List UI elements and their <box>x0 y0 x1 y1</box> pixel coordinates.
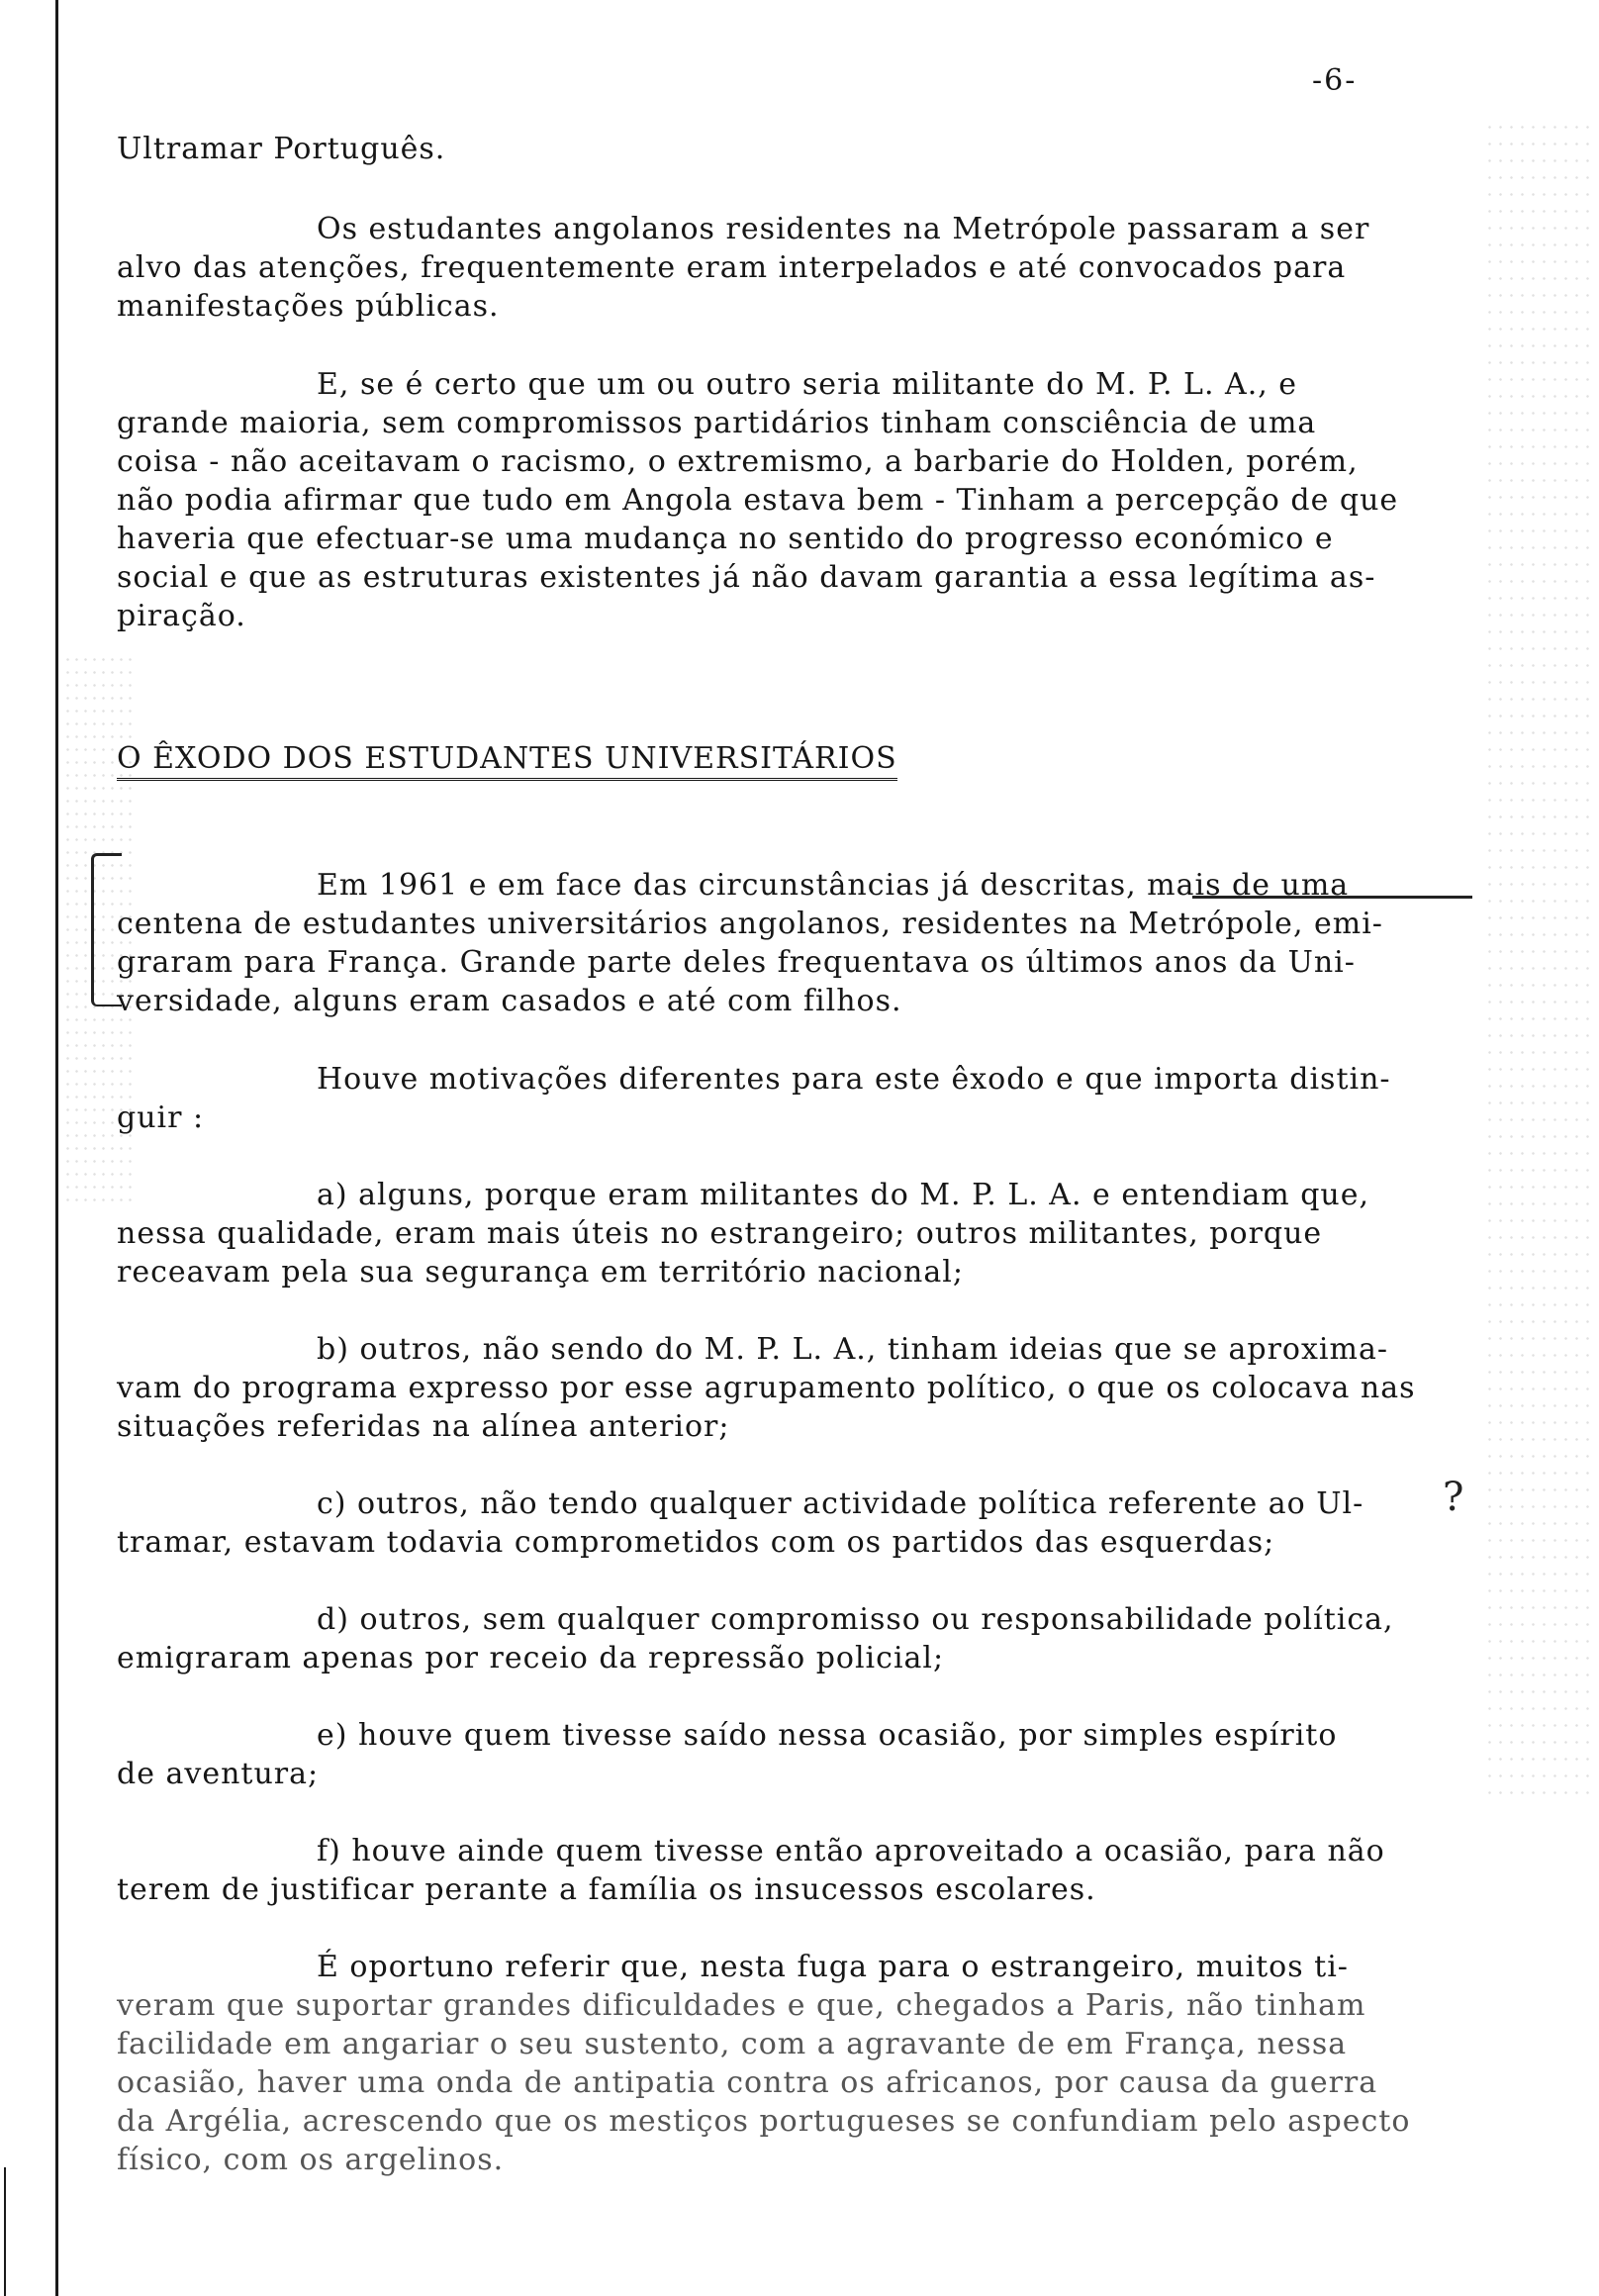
text-line: veram que suportar grandes dificuldades e que, chegados a Paris, não tinham <box>117 1988 1366 2023</box>
text-line: versidade, alguns eram casados e até com filhos. <box>117 984 902 1018</box>
text-line: receavam pela sua segurança em território nacional; <box>117 1255 964 1290</box>
text-line: vam do programa expresso por esse agrupamento político, o que os colocava nas <box>117 1371 1416 1405</box>
text-line: centena de estudantes universitários angolanos, residentes na Metrópole, emi- <box>117 907 1383 941</box>
text-line: emigraram apenas por receio da repressão policial; <box>117 1641 945 1675</box>
left-corner-edge <box>4 2167 6 2296</box>
text-line: ocasião, haver uma onda de antipatia contra os africanos, por causa da guerra <box>117 2065 1378 2100</box>
text-line: manifestações públicas. <box>117 289 500 324</box>
section-heading: O ÊXODO DOS ESTUDANTES UNIVERSITÁRIOS <box>117 741 897 781</box>
list-item-d: d) outros, sem qualquer compromisso ou responsabilidade política, <box>317 1602 1394 1637</box>
text-line: Houve motivações diferentes para este êxodo e que importa distin- <box>317 1062 1391 1097</box>
text-line: haveria que efectuar-se uma mudança no sentido do progresso económico e <box>117 522 1334 556</box>
text-line: grande maioria, sem compromissos partidários tinham consciência de uma <box>117 406 1317 440</box>
left-binding-edge <box>55 0 58 2296</box>
text-line: graram para França. Grande parte deles frequentava os últimos anos da Uni- <box>117 945 1356 980</box>
text-line: tramar, estavam todavia comprometidos com os partidos das esquerdas; <box>117 1525 1275 1560</box>
text-line: guir : <box>117 1100 205 1135</box>
text-line: piração. <box>117 599 246 633</box>
text-line: alvo das atenções, frequentemente eram interpelados e até convocados para <box>117 250 1347 285</box>
text-line: terem de justificar perante a família os insucessos escolares. <box>117 1872 1096 1907</box>
text-line: da Argélia, acrescendo que os mestiços portugueses se confundiam pelo aspecto <box>117 2104 1411 2139</box>
text-line: É oportuno referir que, nesta fuga para o estrangeiro, muitos ti- <box>317 1950 1349 1984</box>
text-line: Ultramar Português. <box>117 132 446 166</box>
text-line: nessa qualidade, eram mais úteis no estrangeiro; outros militantes, porque <box>117 1216 1323 1251</box>
text-line: social e que as estruturas existentes já não davam garantia a essa legítima as- <box>117 560 1376 595</box>
list-item-f: f) houve ainde quem tivesse então aproveitado a ocasião, para não <box>317 1834 1385 1868</box>
text-line: E, se é certo que um ou outro seria militante do M. P. L. A., e <box>317 367 1298 402</box>
text-line: de aventura; <box>117 1757 320 1791</box>
text-line: Em 1961 e em face das circunstâncias já descritas, mais de uma <box>317 868 1350 903</box>
list-item-e: e) houve quem tivesse saído nessa ocasião, por simples espírito <box>317 1718 1338 1753</box>
text-line: situações referidas na alínea anterior; <box>117 1409 730 1444</box>
page-number: -6- <box>1312 63 1358 98</box>
scan-noise-right <box>1484 119 1593 1801</box>
list-item-c: c) outros, não tendo qualquer actividade política referente ao Ul- <box>317 1486 1364 1521</box>
text-line: físico, com os argelinos. <box>117 2143 505 2177</box>
list-item-b: b) outros, não sendo do M. P. L. A., tinham ideias que se aproxima- <box>317 1332 1388 1367</box>
text-line: coisa - não aceitavam o racismo, o extremismo, a barbarie do Holden, porém, <box>117 444 1359 479</box>
text-line: não podia afirmar que tudo em Angola estava bem - Tinham a percepção de que <box>117 483 1399 518</box>
text-line: Os estudantes angolanos residentes na Metrópole passaram a ser <box>317 212 1370 246</box>
handwritten-question-mark: ? <box>1443 1475 1464 1520</box>
list-item-a: a) alguns, porque eram militantes do M. P. L. A. e entendiam que, <box>317 1178 1370 1212</box>
text-line: facilidade em angariar o seu sustento, com a agravante de em França, nessa <box>117 2027 1348 2061</box>
